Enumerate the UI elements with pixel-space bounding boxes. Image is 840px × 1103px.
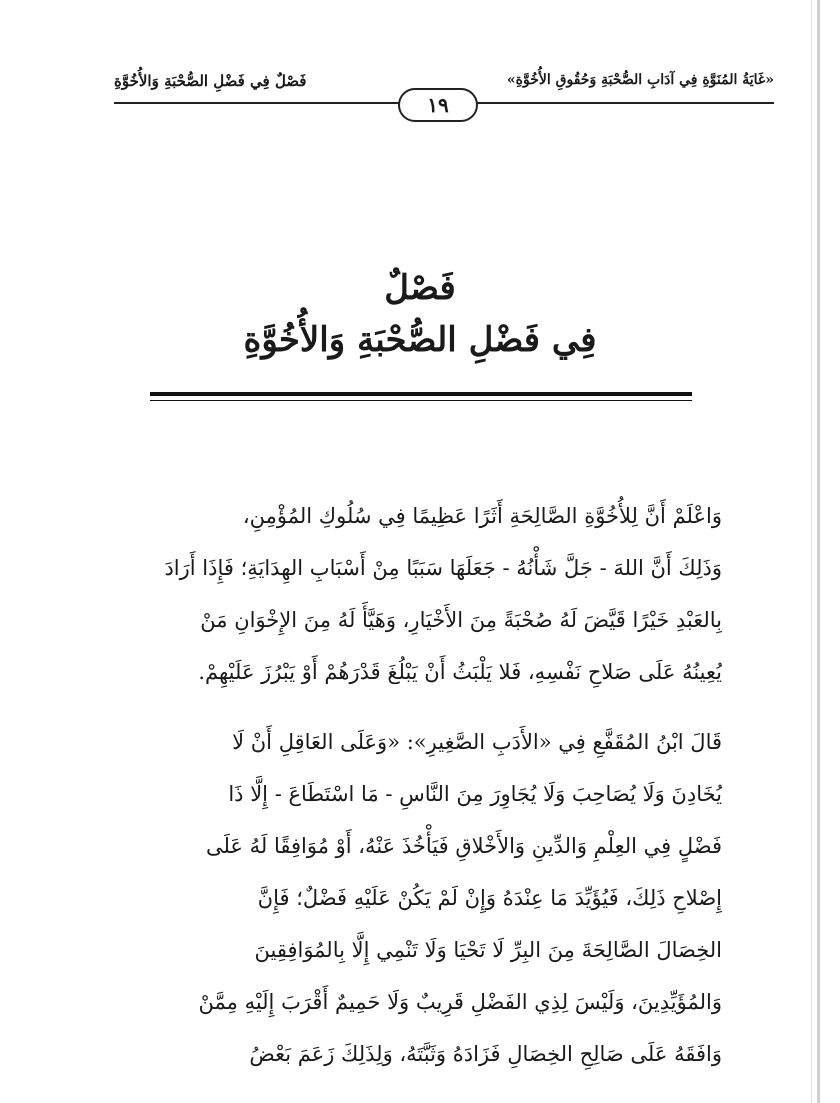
heading-double-rule bbox=[150, 392, 692, 401]
page-header bbox=[114, 66, 774, 117]
page-number: ١٩ bbox=[398, 88, 478, 122]
section-heading: فَصْلٌ bbox=[384, 268, 456, 308]
section-subheading: فِي فَضْلِ الصُّحْبَةِ وَالأُخُوَّةِ bbox=[243, 320, 597, 360]
text-line: إِصْلاحِ ذَلِكَ، فَيُؤَيِّدَ مَا عِنْدَهُ وَإِنْ لَمْ يَكُنْ عَلَيْهِ فَضْلٌ؛ فَإِنَّ bbox=[257, 886, 722, 910]
paragraph-2 bbox=[118, 716, 722, 1080]
scan-edge bbox=[817, 0, 820, 1103]
running-chapter-title: فَصْلٌ فِي فَضْلِ الصُّحْبَةِ وَالأُخُوَّةِ bbox=[114, 72, 307, 90]
running-book-title: «غَايَةُ المُنَوَّةِ فِي آدَابِ الصُّحْبَةِ وَحُقُوقِ الأُخُوَّةِ» bbox=[506, 72, 774, 88]
text-line: وَالمُؤَيِّدِينَ، وَلَيْسَ لِذِي الفَضْلِ قَرِيبٌ وَلَا حَمِيمٌ أَقْرَبَ إِلَيْهِ مِمَّنْ bbox=[198, 990, 722, 1014]
text-line: الخِصَالَ الصَّالِحَةَ مِنَ البِرِّ لَا تَحْيَا وَلَا تَنْمِي إِلَّا بِالمُوَافِقِينَ bbox=[254, 938, 722, 962]
text-line: فَضْلٍ فِي العِلْمِ وَالدِّينِ وَالأَخْلاقِ فَيَأْخُذَ عَنْهُ، أَوْ مُوَافِقًا لَهُ عَلَى bbox=[205, 834, 722, 858]
text-line: قَالَ ابْنُ المُقَفَّعِ فِي «الأَدَبِ الصَّغِيرِ»: «وَعَلَى العَاقِلِ أَنْ لَا bbox=[232, 730, 722, 754]
text-line: يُعِينُهُ عَلَى صَلاحِ نَفْسِهِ، فَلا يَلْبَثُ أَنْ يَبْلُغَ قَدْرَهُمْ أَوْ يَبْرُزَ عَلَيْهِمْ. bbox=[198, 660, 722, 684]
text-line: يُخَادِنَ وَلَا يُصَاحِبَ وَلَا يُجَاوِرَ مِنَ النَّاسِ - مَا اسْتَطَاعَ - إِلَّا ذَا bbox=[228, 782, 722, 806]
text-line: وَذَلِكَ أَنَّ اللهَ - جَلَّ شَأْنُهُ - جَعَلَهَا سَبَبًا مِنْ أَسْبَابِ الهِدَايَةِ؛ فَإِذَا أَرَادَ bbox=[164, 556, 722, 580]
paragraph-1 bbox=[118, 490, 722, 698]
text-line: بِالعَبْدِ خَيْرًا قَيَّضَ لَهُ صُحْبَةً مِنَ الأَخْيَارِ، وَهَيَّأَ لَهُ مِنَ الإِخْوَانِ مَنْ bbox=[200, 608, 722, 632]
scan-edge-secondary bbox=[811, 0, 812, 1103]
text-line: وَافَقَهُ عَلَى صَالِحِ الخِصَالِ فَزَادَهُ وَثَبَّتَهُ، وَلِذَلِكَ زَعَمَ بَعْضُ bbox=[249, 1042, 722, 1066]
text-line: وَاعْلَمْ أَنَّ لِلأُخُوَّةِ الصَّالِحَةِ أَثَرًا عَظِيمًا فِي سُلُوكِ المُؤْمِنِ، bbox=[242, 504, 722, 528]
